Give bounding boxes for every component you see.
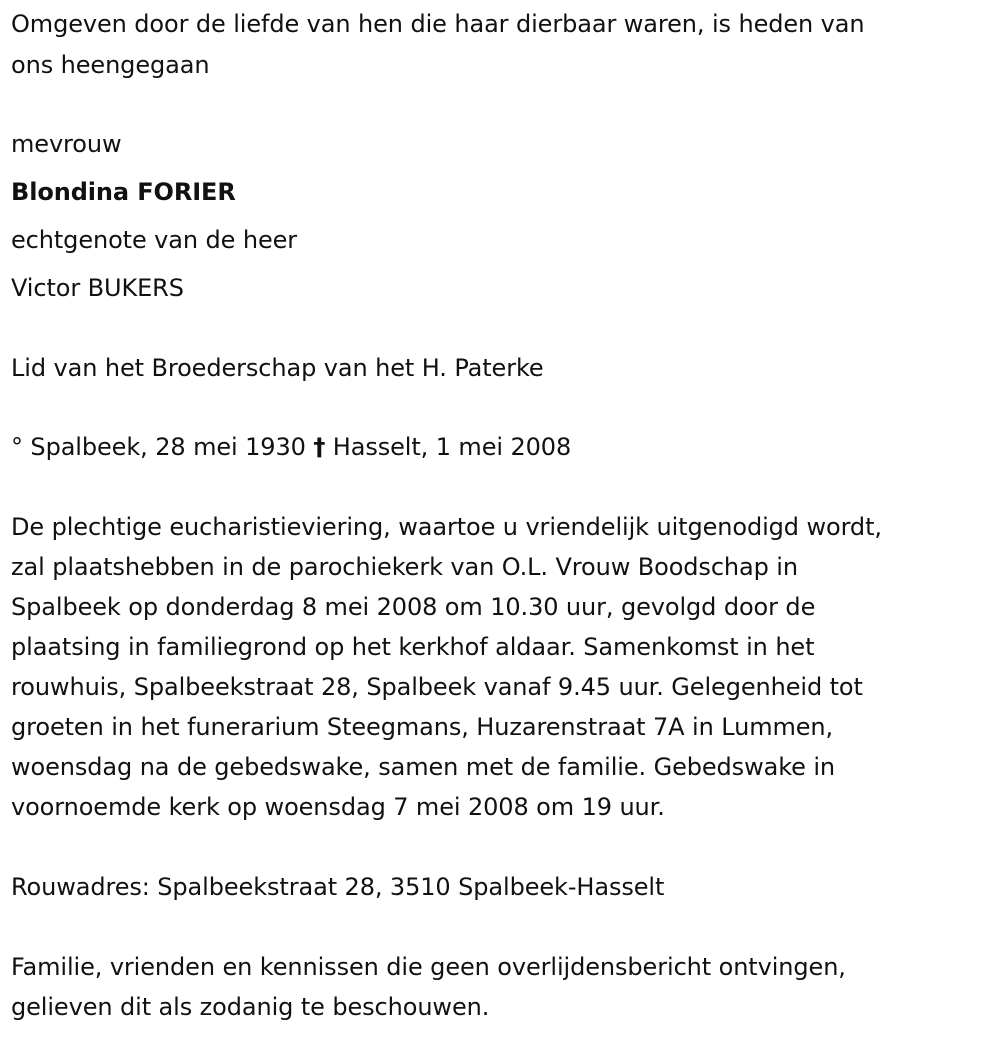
closing-line-2: gelieven dit als zodanig te beschouwen.	[11, 993, 490, 1021]
birth-date: ° Spalbeek, 28 mei 1930	[11, 433, 306, 461]
spouse-name: Victor BUKERS	[11, 274, 184, 302]
ceremony-line-8: voornoemde kerk op woensdag 7 mei 2008 om 19 uur.	[11, 793, 665, 821]
cross-icon: †	[313, 433, 326, 461]
intro-line-1: Omgeven door de liefde van hen die haar dierbaar waren, is heden van	[11, 10, 865, 38]
closing-line-1: Familie, vrienden en kennissen die geen overlijdensbericht ontvingen,	[11, 953, 846, 981]
ceremony-line-4: plaatsing in familiegrond op het kerkhof aldaar. Samenkomst in het	[11, 633, 815, 661]
membership: Lid van het Broederschap van het H. Paterke	[11, 354, 544, 382]
ceremony-line-5: rouwhuis, Spalbeekstraat 28, Spalbeek vanaf 9.45 uur. Gelegenheid tot	[11, 673, 863, 701]
ceremony-line-1: De plechtige eucharistieviering, waartoe u vriendelijk uitgenodigd wordt,	[11, 513, 882, 541]
intro-line-2: ons heengegaan	[11, 51, 210, 79]
deceased-name: Blondina FORIER	[11, 178, 236, 206]
death-date: Hasselt, 1 mei 2008	[332, 433, 572, 461]
ceremony-line-3: Spalbeek op donderdag 8 mei 2008 om 10.30 uur, gevolgd door de	[11, 593, 816, 621]
title-prefix: mevrouw	[11, 130, 122, 158]
mourning-address: Rouwadres: Spalbeekstraat 28, 3510 Spalbeek-Hasselt	[11, 873, 665, 901]
ceremony-line-6: groeten in het funerarium Steegmans, Huzarenstraat 7A in Lummen,	[11, 713, 834, 741]
ceremony-line-7: woensdag na de gebedswake, samen met de familie. Gebedswake in	[11, 753, 836, 781]
dates-line	[11, 433, 571, 461]
spouse-label: echtgenote van de heer	[11, 226, 298, 254]
ceremony-line-2: zal plaatshebben in de parochiekerk van O.L. Vrouw Boodschap in	[11, 553, 798, 581]
